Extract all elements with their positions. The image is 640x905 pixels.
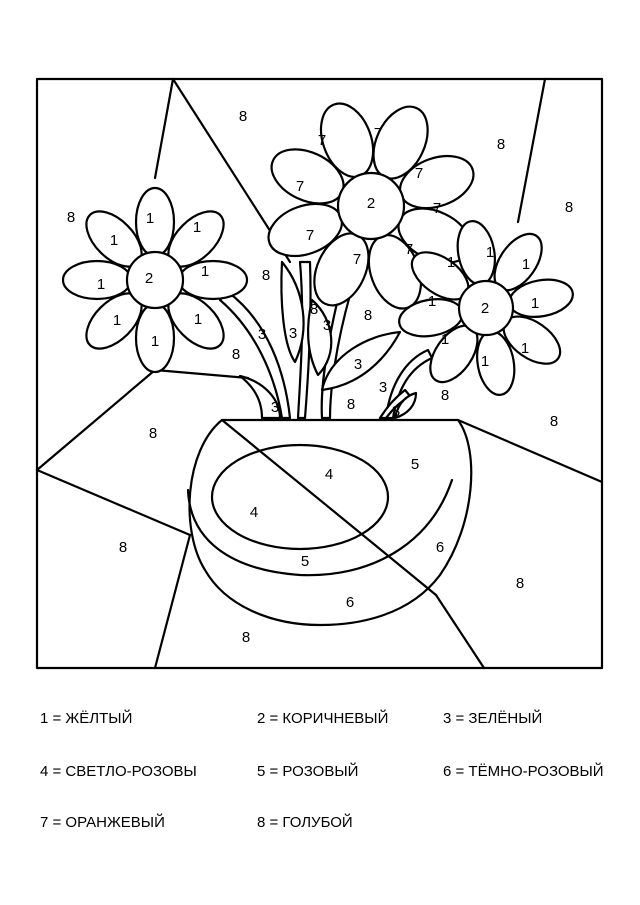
region-number: 7 (404, 240, 414, 258)
region-number: 8 (241, 628, 251, 646)
legend-item-2: 2 = КОРИЧНЕВЫЙ (257, 710, 389, 727)
color-legend (0, 700, 640, 850)
region-number: 3 (378, 378, 388, 396)
legend-item-6: 6 = ТЁМНО-РОЗОВЫЙ (443, 763, 604, 780)
region-number: 8 (231, 345, 241, 363)
region-number: 3 (391, 402, 401, 420)
region-number: 2 (144, 269, 154, 287)
region-number: 3 (257, 325, 267, 343)
region-number: 8 (66, 208, 76, 226)
region-number: 5 (300, 552, 310, 570)
region-number: 7 (305, 226, 315, 244)
region-number: 1 (446, 253, 456, 271)
region-number: 1 (530, 294, 540, 312)
region-number: 4 (249, 503, 259, 521)
region-number: 8 (148, 424, 158, 442)
region-number: 7 (373, 124, 383, 142)
region-number: 4 (324, 465, 334, 483)
region-number: 8 (261, 266, 271, 284)
region-number: 1 (150, 332, 160, 350)
region-number: 1 (145, 209, 155, 227)
region-number: 2 (366, 194, 376, 212)
region-number: 8 (363, 306, 373, 324)
region-number: 1 (520, 339, 530, 357)
legend-item-5: 5 = РОЗОВЫЙ (257, 763, 359, 780)
region-number: 1 (427, 292, 437, 310)
legend-item-3: 3 = ЗЕЛЁНЫЙ (443, 710, 543, 727)
region-number: 7 (432, 199, 442, 217)
region-number: 8 (118, 538, 128, 556)
region-number: 8 (515, 574, 525, 592)
region-number: 8 (309, 300, 319, 318)
region-number: 2 (480, 299, 490, 317)
region-number: 1 (200, 262, 210, 280)
region-number: 1 (193, 310, 203, 328)
region-number: 1 (521, 255, 531, 273)
region-number: 3 (322, 316, 332, 334)
legend-item-4: 4 = СВЕТЛО-РОЗОВЫ (40, 763, 197, 780)
region-number: 6 (345, 593, 355, 611)
region-number: 8 (549, 412, 559, 430)
region-number: 1 (192, 218, 202, 236)
region-number: 7 (295, 177, 305, 195)
legend-item-1: 1 = ЖЁЛТЫЙ (40, 710, 133, 727)
region-number: 3 (270, 398, 280, 416)
region-number: 1 (96, 275, 106, 293)
region-number: 1 (440, 330, 450, 348)
region-number: 8 (238, 107, 248, 125)
region-number: 8 (440, 386, 450, 404)
legend-item-8: 8 = ГОЛУБОЙ (257, 814, 353, 831)
region-number: 8 (346, 395, 356, 413)
region-number: 7 (352, 250, 362, 268)
region-number: 1 (109, 231, 119, 249)
legend-item-7: 7 = ОРАНЖЕВЫЙ (40, 814, 165, 831)
region-number: 7 (317, 131, 327, 149)
region-number: 3 (353, 355, 363, 373)
region-number: 8 (496, 135, 506, 153)
region-number: 1 (112, 311, 122, 329)
region-number: 1 (485, 243, 495, 261)
region-number: 6 (435, 538, 445, 556)
region-number: 8 (564, 198, 574, 216)
region-number: 1 (480, 352, 490, 370)
left-flower-center (127, 252, 183, 308)
region-number: 3 (288, 324, 298, 342)
region-number: 7 (414, 164, 424, 182)
region-number: 5 (410, 455, 420, 473)
